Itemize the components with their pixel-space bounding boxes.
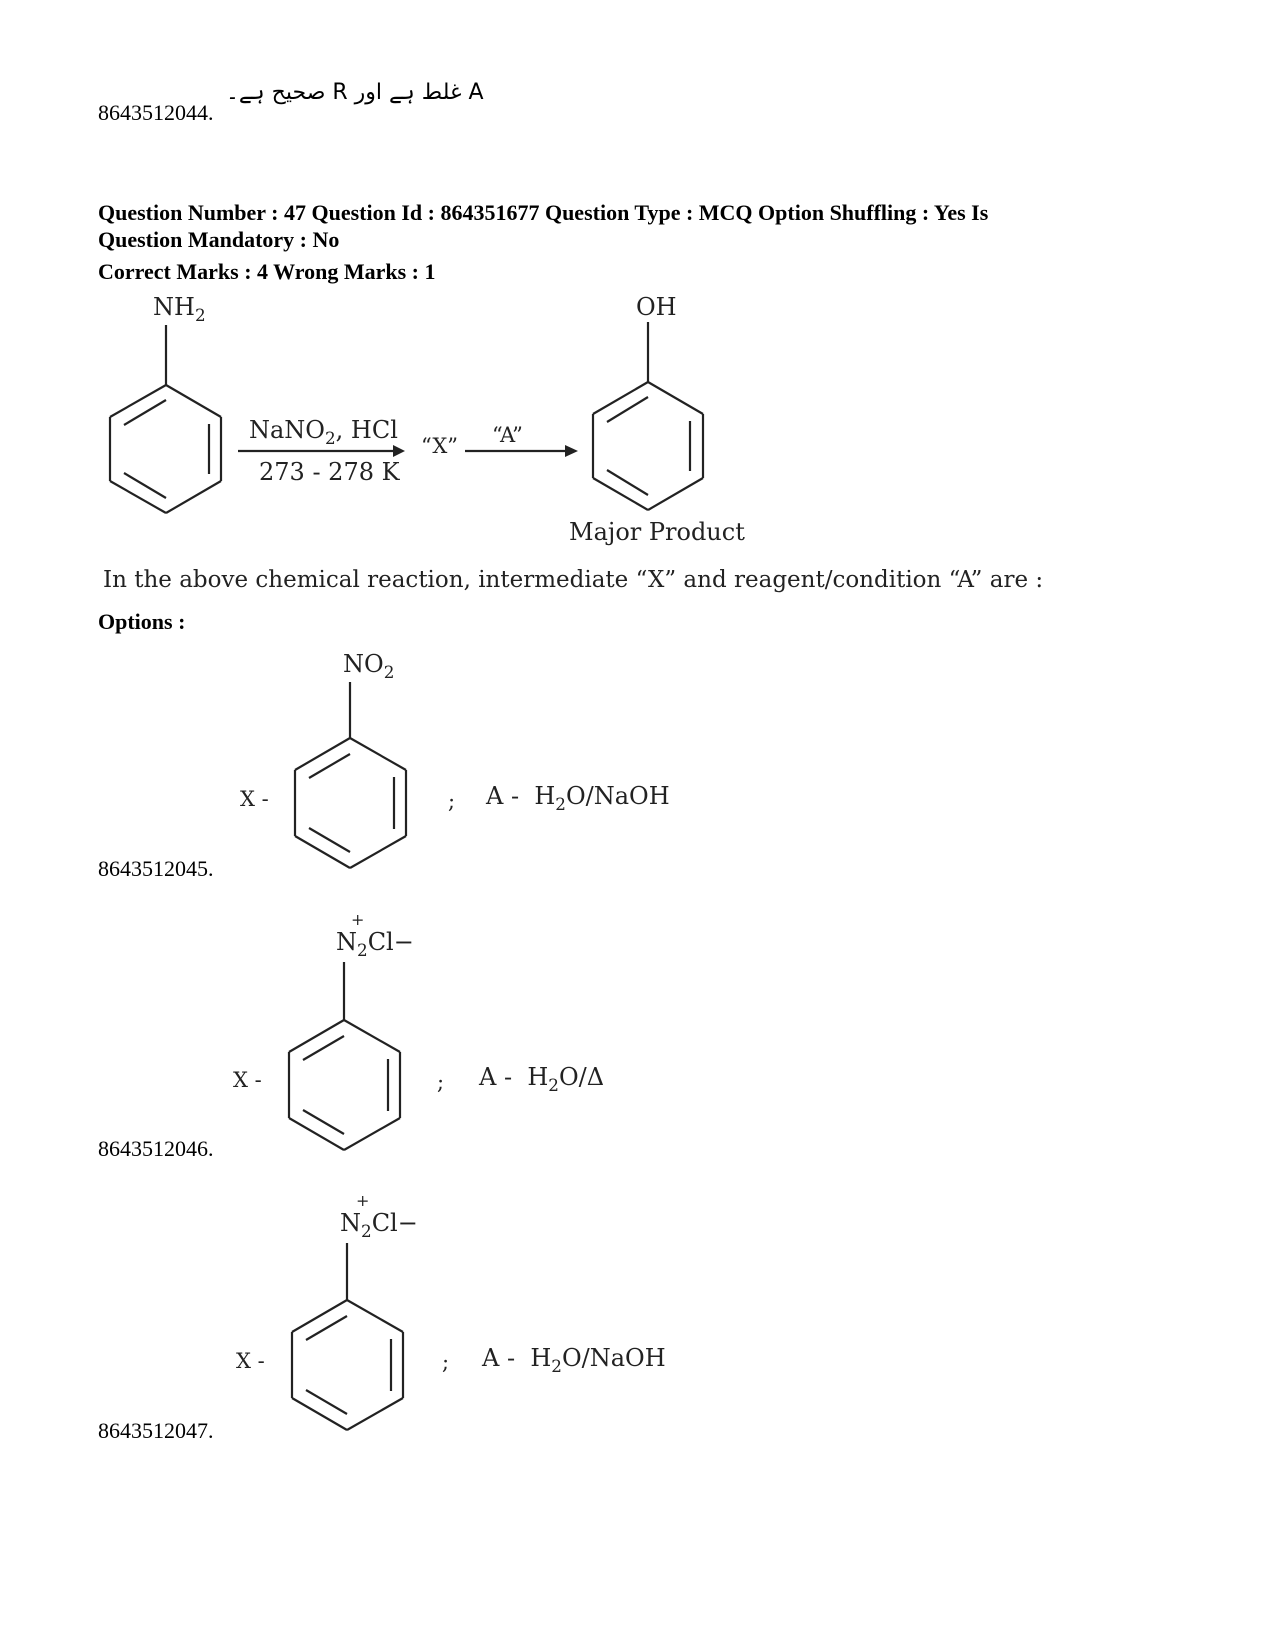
prev-option-id: 8643512044. [98,100,214,125]
options-label: Options : [98,609,186,634]
product-label: Major Product [569,518,745,546]
reactant-group-label: $NH_2$ [153,293,206,325]
question-header: Question Number : 47 Question Id : 864351677 Question Type : MCQ Option Shuffling : Yes Is [98,200,989,225]
reagent-bottom: 273 - 278 K [259,458,400,486]
option-2-separator: ; [437,1070,445,1094]
option-2-reagent: A - $H_2O/\Delta$ [479,1063,605,1095]
option-1-benzene-ring [295,682,406,868]
option-2-group: $N_2Cl-$ [336,928,414,960]
question-mandatory: Question Mandatory : No [98,227,340,252]
option-2-benzene-ring [289,962,400,1150]
option-3-benzene-ring [292,1243,403,1430]
option-2-x-label: X - [233,1068,262,1092]
option-3-x-label: X - [236,1349,265,1373]
product-benzene-ring [593,322,703,510]
option-3-charge: + [356,1191,370,1210]
option-1-id: 8643512045. [98,856,214,881]
option-1-x-label: X - [240,787,269,811]
option-3-reagent: A - $H_2O$/NaOH [482,1344,666,1376]
question-marks: Correct Marks : 4 Wrong Marks : 1 [98,259,436,284]
option-3-id: 8643512047. [98,1418,214,1443]
question-stem: In the above chemical reaction, intermediate “X” and reagent/condition “A” are : [103,567,1044,593]
reactant-benzene-ring [110,325,221,513]
option-2-charge: + [351,910,365,929]
reagent-a: “A” [492,423,523,447]
prev-option-text: A غلط ہے اور R صحیح ہے۔ [226,80,484,105]
reagent-top: NaNO$_2$, HCl [249,416,398,448]
option-3-group: $N_2Cl-$ [340,1209,418,1241]
option-3-separator: ; [442,1350,450,1374]
option-1-reagent: A - $H_2O$/NaOH [486,782,670,814]
intermediate-x: “X” [421,434,459,458]
option-1-group: $NO_2$ [343,650,395,682]
option-1-separator: ; [448,789,456,813]
product-group-label: OH [636,293,677,321]
option-2-id: 8643512046. [98,1136,214,1161]
